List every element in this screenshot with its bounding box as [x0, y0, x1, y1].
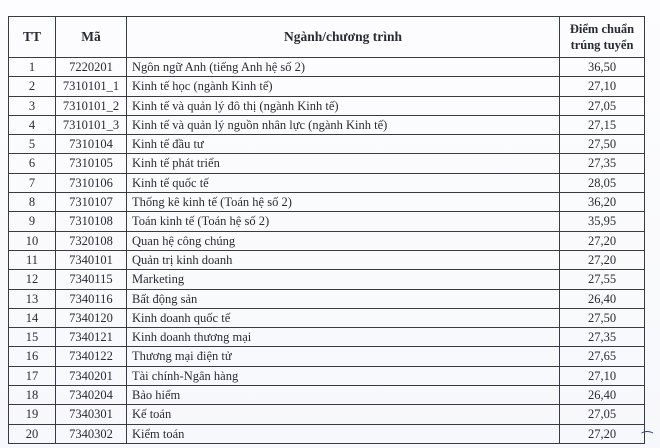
- row-number: 9: [9, 212, 56, 231]
- table-row: [9, 270, 645, 289]
- cutoff-score: 27,50: [560, 135, 645, 154]
- program-code: 7310107: [56, 193, 127, 212]
- table-row: [9, 231, 645, 250]
- row-number: 1: [9, 58, 56, 77]
- table-row: [9, 289, 645, 308]
- table-row: [9, 115, 645, 134]
- cutoff-score: 28,05: [560, 173, 645, 192]
- program-name: Kiểm toán: [127, 424, 560, 443]
- cutoff-score: 27,10: [560, 366, 645, 385]
- table-row: [9, 173, 645, 192]
- program-code: 7340116: [56, 289, 127, 308]
- cutoff-score: 36,20: [560, 193, 645, 212]
- table-header-row: [9, 17, 645, 58]
- table-row: [9, 308, 645, 327]
- program-code: 7310106: [56, 173, 127, 192]
- row-number: 19: [9, 405, 56, 424]
- row-number: 12: [9, 270, 56, 289]
- program-name: Tài chính-Ngân hàng: [127, 366, 560, 385]
- program-code: 7340204: [56, 386, 127, 405]
- row-number: 3: [9, 96, 56, 115]
- program-code: 7340120: [56, 308, 127, 327]
- table-row: [9, 347, 645, 366]
- program-code: 7340121: [56, 328, 127, 347]
- cutoff-score: 36,50: [560, 58, 645, 77]
- program-name: Thống kê kinh tế (Toán hệ số 2): [127, 193, 560, 212]
- table-row: [9, 405, 645, 424]
- program-name: Kinh tế quốc tế: [127, 173, 560, 192]
- cutoff-score: 27,05: [560, 405, 645, 424]
- program-code: 7220201: [56, 58, 127, 77]
- cutoff-score: 27,35: [560, 154, 645, 173]
- program-name: Marketing: [127, 270, 560, 289]
- table-row: [9, 250, 645, 269]
- program-name: Toán kinh tế (Toán hệ số 2): [127, 212, 560, 231]
- program-name: Kinh tế phát triển: [127, 154, 560, 173]
- table-row: [9, 212, 645, 231]
- table-row: [9, 58, 645, 77]
- program-name: Kế toán: [127, 405, 560, 424]
- cutoff-score: 26,40: [560, 289, 645, 308]
- program-code: 7340115: [56, 270, 127, 289]
- program-code: 7310101_3: [56, 115, 127, 134]
- table-row: [9, 96, 645, 115]
- table-row: [9, 366, 645, 385]
- program-code: 7310108: [56, 212, 127, 231]
- program-name: Quản trị kinh doanh: [127, 250, 560, 269]
- header-diem-line1: Điểm chuẩn: [569, 21, 635, 36]
- row-number: 11: [9, 250, 56, 269]
- cutoff-score: 27,05: [560, 96, 645, 115]
- row-number: 2: [9, 77, 56, 96]
- table-row: [9, 328, 645, 347]
- program-code: 7310104: [56, 135, 127, 154]
- program-name: Ngôn ngữ Anh (tiếng Anh hệ số 2): [127, 58, 560, 77]
- table-row: [9, 154, 645, 173]
- program-code: 7310105: [56, 154, 127, 173]
- program-name: Quan hệ công chúng: [127, 231, 560, 250]
- row-number: 5: [9, 135, 56, 154]
- program-name: Kinh tế và quản lý nguồn nhân lực (ngành Kinh tế): [127, 115, 560, 134]
- cutoff-score: 27,50: [560, 308, 645, 327]
- program-code: 7340122: [56, 347, 127, 366]
- cutoff-score: 26,40: [560, 386, 645, 405]
- cutoff-score: 27,20: [560, 250, 645, 269]
- header-nganh: Ngành/chương trình: [127, 17, 560, 58]
- row-number: 16: [9, 347, 56, 366]
- row-number: 20: [9, 424, 56, 443]
- row-number: 10: [9, 231, 56, 250]
- cutoff-score: 27,10: [560, 77, 645, 96]
- row-number: 15: [9, 328, 56, 347]
- cutoff-score: 27,15: [560, 115, 645, 134]
- program-name: Kinh doanh quốc tế: [127, 308, 560, 327]
- row-number: 4: [9, 115, 56, 134]
- cutoff-score: 27,35: [560, 328, 645, 347]
- cutoff-score: 27,20: [560, 231, 645, 250]
- table-row: [9, 386, 645, 405]
- table-row: [9, 424, 645, 443]
- program-name: Thương mại điện tử: [127, 347, 560, 366]
- program-code: 7320108: [56, 231, 127, 250]
- row-number: 6: [9, 154, 56, 173]
- program-name: Kinh tế và quản lý đô thị (ngành Kinh tế): [127, 96, 560, 115]
- program-name: Bảo hiểm: [127, 386, 560, 405]
- cutoff-score: 35,95: [560, 212, 645, 231]
- table-body: [9, 58, 645, 444]
- row-number: 13: [9, 289, 56, 308]
- header-tt: TT: [9, 17, 56, 58]
- program-name: Kinh doanh thương mại: [127, 328, 560, 347]
- program-code: 7340302: [56, 424, 127, 443]
- admission-score-table: [8, 16, 645, 444]
- cutoff-score: 27,55: [560, 270, 645, 289]
- corner-mark-icon: ⁀: [642, 431, 653, 446]
- header-ma: Mã: [56, 17, 127, 58]
- program-name: Bất động sản: [127, 289, 560, 308]
- program-code: 7340201: [56, 366, 127, 385]
- row-number: 7: [9, 173, 56, 192]
- header-diem-line2: trúng tuyển: [570, 38, 634, 52]
- header-diem: [560, 17, 645, 58]
- row-number: 17: [9, 366, 56, 385]
- program-code: 7340101: [56, 250, 127, 269]
- row-number: 8: [9, 193, 56, 212]
- program-code: 7340301: [56, 405, 127, 424]
- cutoff-score: 27,65: [560, 347, 645, 366]
- program-code: 7310101_1: [56, 77, 127, 96]
- table-row: [9, 77, 645, 96]
- row-number: 18: [9, 386, 56, 405]
- program-name: Kinh tế đầu tư: [127, 135, 560, 154]
- program-name: Kinh tế học (ngành Kinh tế): [127, 77, 560, 96]
- program-code: 7310101_2: [56, 96, 127, 115]
- row-number: 14: [9, 308, 56, 327]
- table-row: [9, 193, 645, 212]
- cutoff-score: 27,20: [560, 424, 645, 443]
- table-row: [9, 135, 645, 154]
